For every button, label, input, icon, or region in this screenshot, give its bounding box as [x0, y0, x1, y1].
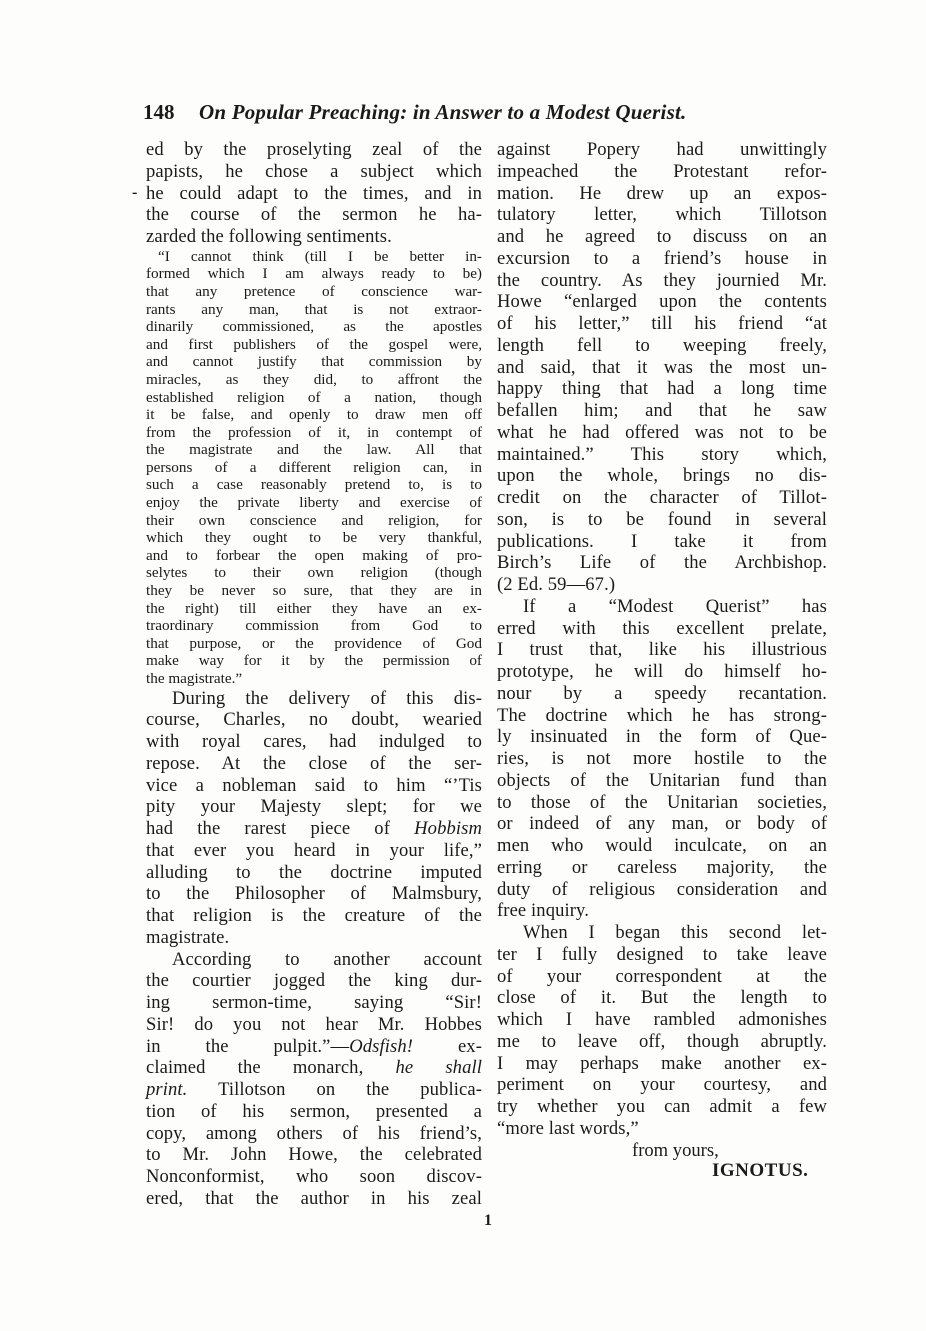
text-line: that ever you heard in your life,”	[146, 839, 482, 861]
text-line: with royal cares, had indulged to	[146, 731, 482, 753]
text-line: he could adapt to the times, and in	[146, 182, 482, 204]
left-column	[146, 139, 482, 1210]
right-paragraph-2	[497, 596, 827, 922]
text-line: tion of his sermon, presented a	[146, 1100, 482, 1122]
left-paragraph-3	[146, 949, 482, 1210]
text-line: of your correspondent at the	[497, 965, 827, 987]
text-line: When I began this second let-	[523, 922, 827, 943]
left-paragraph-1	[146, 139, 482, 248]
text-line: copy, among others of his friend’s,	[146, 1122, 482, 1144]
text-line: If a “Modest Querist” has	[523, 595, 827, 617]
text-line: dinarily commissioned, as the apostles	[146, 318, 482, 336]
text-line: alluding to the doctrine imputed	[146, 861, 482, 883]
italic-text: he shall	[395, 1057, 482, 1079]
text-line: me to leave off, though abruptly.	[497, 1030, 827, 1052]
text-line: papists, he chose a subject which	[146, 160, 482, 182]
text-line: publications. I take it from	[497, 530, 827, 552]
text-line: free inquiry.	[497, 900, 589, 922]
text-line: erred with this excellent prelate,	[497, 617, 827, 639]
text-line: befallen him; and that he saw	[497, 400, 827, 421]
text-line: the magistrate.”	[146, 670, 243, 687]
text-line: magistrate.	[146, 926, 230, 948]
text-line: I trust that, like his illustrious	[497, 639, 827, 661]
text-line: the country. As they journied Mr.	[497, 269, 827, 291]
text-line: tulatory letter, which Tillotson	[497, 204, 827, 226]
text-line: Nonconformist, who soon discov-	[146, 1166, 482, 1188]
text-line: ered, that the author in his zeal	[146, 1187, 482, 1209]
page-number: 148	[143, 100, 175, 124]
text-line: course, Charles, no doubt, wearied	[146, 709, 482, 731]
text-line: to Mr. John Howe, the celebrated	[146, 1144, 482, 1166]
signature-mark: 1	[484, 1212, 492, 1229]
text-line: and he agreed to discuss on an	[497, 226, 827, 247]
text-line: and said, that it was the most un-	[497, 356, 827, 378]
text-line: print. Tillotson on the publica-	[146, 1079, 482, 1101]
text-line: credit on the character of Tillot-	[497, 487, 827, 508]
left-paragraph-2	[146, 688, 482, 949]
text-line: the courtier jogged the king dur-	[146, 970, 482, 992]
text-line: which I have rambled admonishes	[497, 1009, 827, 1030]
text-line: of his letter,” till his friend “at	[497, 313, 827, 334]
text-line: what he had offered was not to be	[497, 421, 827, 443]
text-line: formed which I am always ready to be)	[146, 265, 482, 283]
right-paragraph-1	[497, 139, 827, 596]
text-line: “more last words,”	[497, 1117, 639, 1139]
italic-text: Odsfish!	[349, 1035, 414, 1057]
text-line: “I cannot think (till I be better in-	[158, 247, 482, 265]
text-line: excursion to a friend’s house in	[497, 247, 827, 269]
text-line: persons of a different religion can, in	[146, 458, 482, 476]
text-line: repose. At the close of the ser-	[146, 752, 482, 774]
text-line: claimed the monarch, he shall	[146, 1057, 482, 1079]
text-line: periment on your courtesy, and	[497, 1074, 827, 1096]
text-line: I may perhaps make another ex-	[497, 1052, 827, 1074]
text-line: that religion is the creature of the	[146, 905, 482, 927]
text-line: According to another account	[172, 948, 482, 970]
text-line: rants any man, that is not extraor-	[146, 300, 482, 318]
italic-text: print.	[146, 1079, 188, 1101]
text-line: the magistrate and the law. All that	[146, 441, 482, 459]
text-line: objects of the Unitarian fund than	[497, 769, 827, 791]
margin-mark: -	[132, 184, 138, 201]
text-line: or indeed of any man, or body of	[497, 813, 827, 835]
text-line: close of it. But the length to	[497, 987, 827, 1009]
text-line: ries, is not more hostile to the	[497, 748, 827, 769]
text-line: mation. He drew up an expos-	[497, 182, 827, 204]
text-line: During the delivery of this dis-	[172, 687, 482, 709]
right-paragraph-3	[497, 922, 827, 1140]
text-line: selytes to their own religion (though	[146, 564, 482, 582]
text-line: enjoy the private liberty and exercise of	[146, 494, 482, 512]
text-line: length fell to weeping freely,	[497, 334, 827, 356]
text-line: make way for it by the permission of	[146, 652, 482, 670]
text-line: traordinary commission from God to	[146, 617, 482, 635]
text-line: (2 Ed. 59—67.)	[497, 574, 616, 595]
italic-text: Hobbism	[414, 818, 482, 840]
text-line: Sir! do you not hear Mr. Hobbes	[146, 1013, 482, 1035]
block-quote	[146, 248, 482, 688]
page-header	[143, 100, 833, 130]
text-line: son, is to be found in several	[497, 508, 827, 530]
closing-salutation: from yours,	[632, 1140, 719, 1161]
running-title: On Popular Preaching: in Answer to a Modest Querist.	[199, 100, 687, 124]
text-line: The doctrine which he has strong-	[497, 704, 827, 726]
text-line: upon the whole, brings no dis-	[497, 465, 827, 487]
text-line: and to forbear the open making of pro-	[146, 546, 482, 564]
text-line: and cannot justify that commission by	[146, 353, 482, 371]
text-line: maintained.” This story which,	[497, 443, 827, 465]
text-line: established religion of a nation, though	[146, 388, 482, 406]
text-line: erring or careless majority, the	[497, 856, 827, 878]
text-line: ter I fully designed to take leave	[497, 943, 827, 965]
text-line: duty of religious consideration and	[497, 878, 827, 900]
text-line: miracles, as they did, to affront the	[146, 370, 482, 388]
text-line: that any pretence of conscience war-	[146, 282, 482, 300]
text-line: ing sermon-time, saying “Sir!	[146, 992, 482, 1014]
text-line: pity your Majesty slept; for we	[146, 796, 482, 818]
text-line: happy thing that had a long time	[497, 378, 827, 400]
text-line: Howe “enlarged upon the contents	[497, 291, 827, 313]
text-line: Birch’s Life of the Archbishop.	[497, 552, 827, 574]
text-line: it be false, and openly to draw men off	[146, 406, 482, 424]
text-line: men who would inculcate, on an	[497, 835, 827, 856]
text-line: try whether you can admit a few	[497, 1096, 827, 1117]
text-line: prototype, he will do himself ho-	[497, 661, 827, 682]
text-line: zarded the following sentiments.	[146, 226, 392, 247]
text-line: in the pulpit.”—Odsfish! ex-	[146, 1035, 482, 1057]
text-line: to the Philosopher of Malmsbury,	[146, 883, 482, 905]
text-line: ly insinuated in the form of Que-	[497, 726, 827, 748]
text-line: from the profession of it, in contempt of	[146, 423, 482, 441]
text-line: which they ought to be very thankful,	[146, 529, 482, 547]
text-line: nour by a speedy recantation.	[497, 682, 827, 704]
signature: IGNOTUS.	[712, 1160, 809, 1181]
text-line: that purpose, or the providence of God	[146, 634, 482, 652]
text-line: to those of the Unitarian societies,	[497, 791, 827, 813]
text-line: they be never so sure, that they are in	[146, 582, 482, 600]
text-line: their own conscience and religion, for	[146, 511, 482, 529]
right-column	[497, 139, 827, 1140]
text-line: the course of the sermon he ha-	[146, 204, 482, 226]
text-line: impeached the Protestant refor-	[497, 160, 827, 182]
text-line: the right) till either they have an ex-	[146, 599, 482, 617]
text-line: vice a nobleman said to him “’Tis	[146, 774, 482, 796]
text-line: against Popery had unwittingly	[497, 139, 827, 160]
text-line: such a case reasonably pretend to, is to	[146, 476, 482, 494]
text-line: and first publishers of the gospel were,	[146, 335, 482, 353]
text-line: ed by the proselyting zeal of the	[146, 139, 482, 160]
text-line: had the rarest piece of Hobbism	[146, 818, 482, 840]
